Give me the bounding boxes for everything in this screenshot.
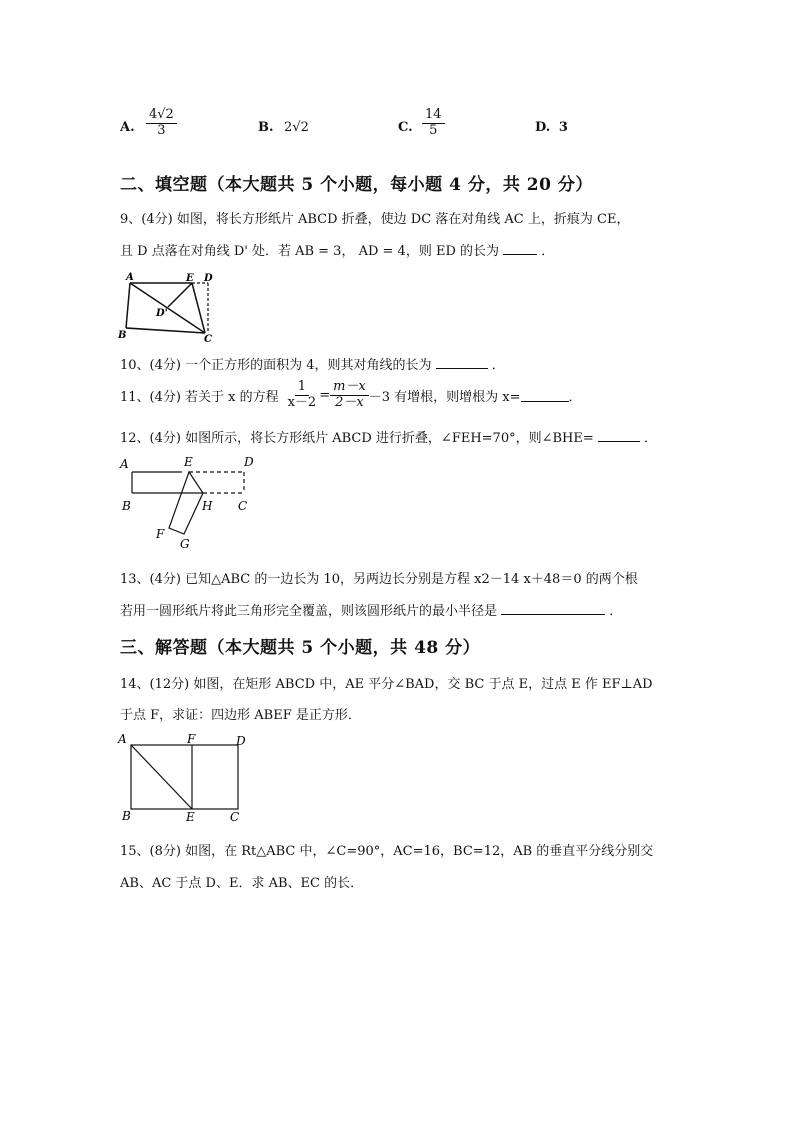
q9-end: ． [541,244,555,259]
q13-end: ． [609,604,623,619]
q12-label-f: F [156,527,165,541]
q13-text-2: 若用一圆形纸片将此三角形完全覆盖，则该圆形纸片的最小半径是 [120,604,498,619]
q12 [120,427,657,446]
q9-label-e: E [186,273,194,284]
option-c-letter: C. [398,120,413,135]
q12-label-e: E [184,455,193,469]
q15-number: 15、(8分) [120,844,181,859]
q11-prefix: 若关于 x 的方程 [184,389,279,405]
q14-text-1: 如图，在矩形 ABCD 中，AE 平分∠BAD，交 BC 于点 E，过点 E 作 EF⊥AD [193,677,653,692]
option-c [398,120,413,135]
q9-number: 9、(4分) [120,212,173,227]
q13-answer-blank[interactable] [501,602,605,615]
q11-frac2-numerator: m－x [330,380,369,396]
section-3-heading: 三、解答题（本大题共 5 个小题，共 48 分） [120,638,481,658]
option-d-letter: D. [535,120,551,135]
q14-line2 [120,704,361,723]
q11-postfix: －3 有增根，则增根为 x= [368,389,521,405]
option-b-letter: B. [258,120,274,135]
q13-line1 [120,568,638,587]
option-c-numerator: 14 [422,108,445,124]
q13-line2 [120,600,622,619]
q12-label-g: G [180,537,190,550]
q14-label-a: A [118,732,127,746]
q9-line2 [120,240,554,259]
q9-text-1: 如图，将长方形纸片 ABCD 折叠，使边 DC 落在对角线 AC 上，折痕为 CE， [176,212,630,227]
q14-label-b: B [122,809,131,823]
option-a-letter: A. [120,120,135,135]
q12-label-a: A [120,457,129,471]
option-b-value: 2√2 [284,120,309,135]
q12-label-h: H [202,499,213,513]
option-b [258,120,309,135]
q12-text: 如图所示，将长方形纸片 ABCD 进行折叠，∠FEH=70°，则∠BHE= [185,431,594,446]
option-c-fraction [422,108,445,139]
option-a-numerator: 4√2 [146,108,177,124]
q15-text-2: AB、AC 于点 D、E．求 AB、EC 的长． [120,876,364,891]
q14-figure [112,728,262,826]
q11-frac2-denominator: 2－x [335,394,364,410]
q14-label-e: E [186,810,195,824]
q14-line1 [120,673,653,692]
q10-answer-blank[interactable] [436,356,488,369]
q10-text: 一个正方形的面积为 4，则其对角线的长为 [185,358,432,373]
q11-frac1-numerator: 1 [295,380,309,396]
q9-label-d: D [204,273,213,284]
option-a-fraction [146,108,177,139]
q11-answer-blank[interactable] [521,389,569,402]
q15-text-1: 如图，在 Rt△ABC 中，∠C=90°，AC=16，BC=12，AB 的垂直平分线分别交 [185,844,654,859]
q15-line2 [120,872,363,891]
q9-line1 [120,208,629,227]
option-d-value: 3 [558,120,568,135]
q9-answer-blank[interactable] [503,242,537,255]
q9-label-c: C [204,334,212,344]
q14-number: 14、(12分) [120,677,190,692]
q14-label-d: D [236,734,246,748]
q11-frac1-denominator: x－2 [287,394,317,410]
q14-text-2: 于点 F，求证：四边形 ABEF 是正方形． [120,708,361,723]
q12-figure [114,452,264,550]
option-d [535,120,568,135]
q10-end: ． [491,358,505,373]
q15-line1 [120,840,653,859]
q9-label-a: A [126,272,134,283]
q13-text-1: 已知△ABC 的一边长为 10，另两边长分别是方程 x2－14 x＋48＝0 的两个根 [185,572,638,587]
q14-label-c: C [230,810,240,824]
q12-label-d: D [244,455,254,469]
q9-text-2: 且 D 点落在对角线 D' 处．若 AB = 3， AD = 4，则 ED 的长为 [120,244,499,259]
q12-label-b: B [122,499,131,513]
q11-number: 11、(4分) [120,389,181,405]
q12-number: 12、(4分) [120,431,181,446]
option-a-denominator: 3 [157,122,166,138]
option-a [120,120,135,135]
q9-label-dprime: D' [156,308,168,319]
section-2-heading: 二、填空题（本大题共 5 个小题，每小题 4 分，共 20 分） [120,175,593,195]
q9-label-b: B [118,330,127,341]
q11-end: ． [568,389,582,405]
q9-figure [112,270,222,344]
q11 [120,380,582,411]
q11-equals: = [319,387,331,403]
q10-number: 10、(4分) [120,358,181,373]
q12-end: ． [644,431,658,446]
option-c-denominator: 5 [429,122,438,138]
q12-answer-blank[interactable] [598,429,640,442]
q13-number: 13、(4分) [120,572,181,587]
q14-label-f: F [187,732,196,746]
q10 [120,354,505,373]
q12-label-c: C [238,499,248,513]
